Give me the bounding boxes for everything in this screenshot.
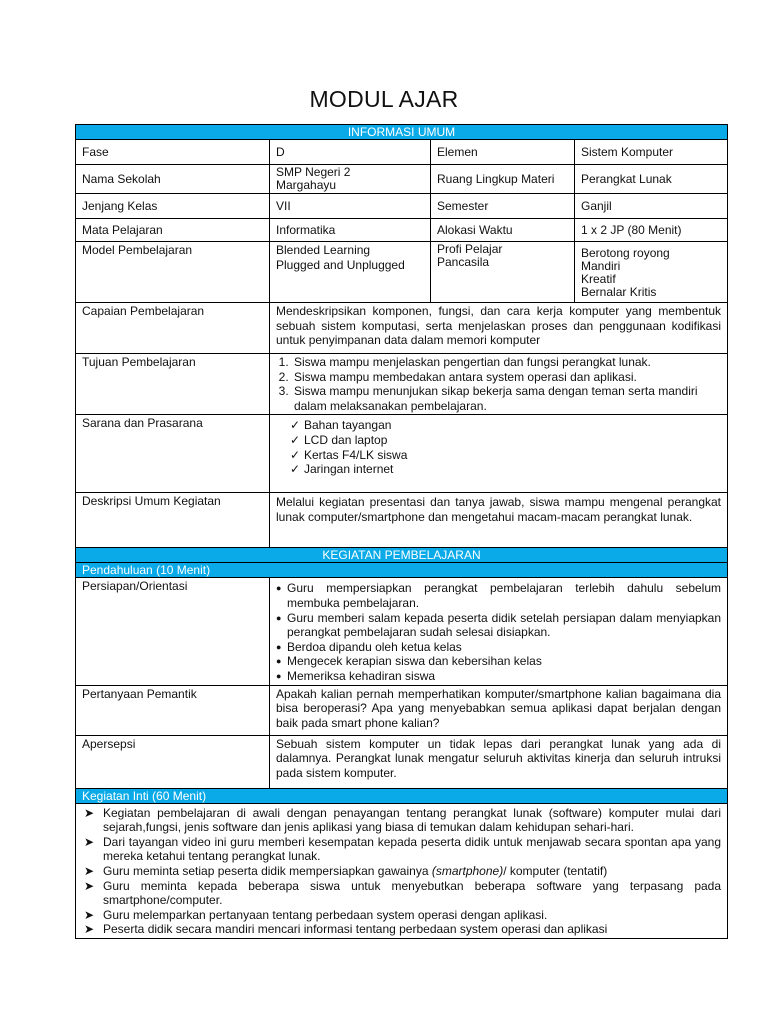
bullet-icon: ● bbox=[276, 641, 282, 652]
table-row-capaian: Capaian Pembelajaran Mendeskripsikan komponen, fungsi, dan cara kerja komputer yang membentuk sebuah sistem komputasi, serta menjelaskan proses dan penggunaan kodifikasi untuk penyimpanan data dalam memori komputer bbox=[76, 303, 728, 354]
table-row-pemantik: Pertanyaan Pemantik Apakah kalian pernah memperhatikan komputer/smartphone kalian bagaimana dia bisa beroperasi? Apa yang menyebabkan semua aplikasi dapat berjalan dengan baik pada smart phone kalian? bbox=[76, 685, 728, 735]
table-row-model-pembelajaran: Model Pembelajaran Blended Learning Plugged and Unplugged Profi Pelajar Pancasila Berotong royong Mandiri Kreatif Bernalar Kritis bbox=[76, 242, 728, 303]
list-item: ➤ Guru meminta setiap peserta didik mempersiapkan gawainya (smartphone)/ komputer (tentatif) bbox=[84, 863, 608, 878]
list-item: ➤ Guru meminta kepada beberapa siswa untuk menyebutkan beberapa software yang terpasang pada smartphone/computer. bbox=[84, 878, 722, 908]
table-row-nama-sekolah: Nama Sekolah SMP Negeri 2 Margahayu Ruang Lingkup Materi Perangkat Lunak bbox=[76, 165, 728, 194]
table-row-persiapan: Persiapan/Orientasi ● Guru mempersiapkan perangkat pembelajaran terlebih dahulu sebelum membuka pembelajaran. ● Guru memberi salam kepada peserta didik setelah persiapan dalam menyiapkan perangkat pembelajaran sudah selesai disiapkan. ● Berdoa dipandu oleh ketua kelas ● Mengecek kerapian siswa dan kebersihan kelas ● Memeriksa kehadiran siswa bbox=[76, 578, 728, 685]
check-icon: ✓ bbox=[290, 447, 301, 462]
list-item: ✓ Bahan tayangan bbox=[290, 418, 392, 433]
table-row-sarana: Sarana dan Prasarana ✓ Bahan tayangan ✓ LCD dan laptop ✓ Kertas F4/LK siswa ✓ Jaringan internet bbox=[76, 415, 728, 493]
page-title: MODUL AJAR bbox=[309, 86, 459, 112]
section-header-informasi-umum: INFORMASI UMUM bbox=[76, 125, 728, 140]
table-row-jenjang-kelas: Jenjang Kelas VII Semester Ganjil bbox=[76, 194, 728, 219]
list-item: 1. Siswa mampu menjelaskan pengertian dan fungsi perangkat lunak. bbox=[292, 355, 721, 370]
table-row-apersepsi: Apersepsi Sebuah sistem komputer un tidak lepas dari perangkat lunak yang ada di dalamnya. Perangkat lunak mengatur seluruh aktivitas kinerja dan seluruh intruksi pada sistem komputer. bbox=[76, 735, 728, 788]
arrow-right-icon: ➤ bbox=[84, 922, 95, 937]
table-row-tujuan: Tujuan Pembelajaran 1. Siswa mampu menjelaskan pengertian dan fungsi perangkat lunak. 2. Siswa mampu membedakan antara system operasi dan aplikasi. 3. Siswa mampu menunjukan sikap bekerja sama dengan teman serta mandiri dalam melaksanakan pembelajaran. bbox=[76, 354, 728, 415]
sarana-list bbox=[276, 418, 721, 476]
arrow-right-icon: ➤ bbox=[84, 907, 95, 922]
kegiatan-inti-list bbox=[82, 806, 721, 937]
arrow-right-icon: ➤ bbox=[84, 878, 95, 893]
tujuan-list bbox=[276, 355, 721, 413]
check-icon: ✓ bbox=[290, 432, 301, 447]
check-icon: ✓ bbox=[290, 462, 301, 477]
persiapan-list bbox=[276, 581, 721, 683]
check-icon: ✓ bbox=[290, 418, 301, 433]
table-row-mata-pelajaran: Mata Pelajaran Informatika Alokasi Waktu 1 x 2 JP (80 Menit) bbox=[76, 219, 728, 242]
subsection-kegiatan-inti: Kegiatan Inti (60 Menit) bbox=[76, 788, 728, 803]
table-row-deskripsi: Deskripsi Umum Kegiatan Melalui kegiatan presentasi dan tanya jawab, siswa mampu mengenal perangkat lunak computer/smartphone dan mengetahui macam-macam perangkat lunak. bbox=[76, 493, 728, 548]
table-row-kegiatan-inti bbox=[76, 803, 728, 938]
list-item: ➤ Kegiatan pembelajaran di awali dengan penayangan tentang perangkat lunak (software) komputer mulai dari sejarah,fungsi, jenis software dan jenis aplikasi yang biasa di temukan dalam kehidupan sehari-hari. bbox=[84, 805, 722, 835]
list-item: ➤ Dari tayangan video ini guru memberi kesempatan kepada peserta didik untuk menjawab secara spontan apa yang mereka ketahui tentang perangkat lunak. bbox=[84, 834, 722, 864]
list-item: ● Memeriksa kehadiran siswa bbox=[276, 668, 436, 683]
subsection-pendahuluan: Pendahuluan (10 Menit) bbox=[76, 563, 728, 578]
arrow-right-icon: ➤ bbox=[84, 834, 95, 849]
arrow-right-icon: ➤ bbox=[84, 805, 95, 820]
bullet-icon: ● bbox=[276, 612, 282, 623]
table-row-fase: Fase D Elemen Sistem Komputer bbox=[76, 140, 728, 165]
list-item: ● Guru memberi salam kepada peserta didik setelah persiapan dalam menyiapkan perangkat pembelajaran sudah selesai disiapkan. bbox=[276, 610, 722, 640]
list-item: ● Guru mempersiapkan perangkat pembelajaran terlebih dahulu sebelum membuka pembelajaran. bbox=[276, 581, 722, 610]
list-item: 3. Siswa mampu menunjukan sikap bekerja sama dengan teman serta mandiri dalam melaksanakan pembelajaran. bbox=[292, 384, 721, 413]
section-header-kegiatan: KEGIATAN PEMBELAJARAN bbox=[76, 548, 728, 563]
bullet-icon: ● bbox=[276, 656, 282, 667]
list-item: ✓ LCD dan laptop bbox=[290, 432, 388, 447]
bullet-icon: ● bbox=[276, 670, 282, 681]
list-item: ● Berdoa dipandu oleh ketua kelas bbox=[276, 639, 462, 654]
modul-table bbox=[75, 124, 728, 939]
list-item: ➤ Guru melemparkan pertanyaan tentang perbedaan system operasi dengan aplikasi. bbox=[84, 907, 548, 922]
list-item: ✓ Jaringan internet bbox=[290, 462, 394, 477]
list-item: ➤ Peserta didik secara mandiri mencari informasi tentang perbedaan system operasi dan aplikasi bbox=[84, 922, 608, 937]
bullet-icon: ● bbox=[276, 583, 282, 594]
list-item: ● Mengecek kerapian siswa dan kebersihan kelas bbox=[276, 654, 542, 669]
list-item: ✓ Kertas F4/LK siswa bbox=[290, 447, 408, 462]
arrow-right-icon: ➤ bbox=[84, 863, 95, 878]
list-item: 2. Siswa mampu membedakan antara system operasi dan aplikasi. bbox=[292, 370, 721, 385]
